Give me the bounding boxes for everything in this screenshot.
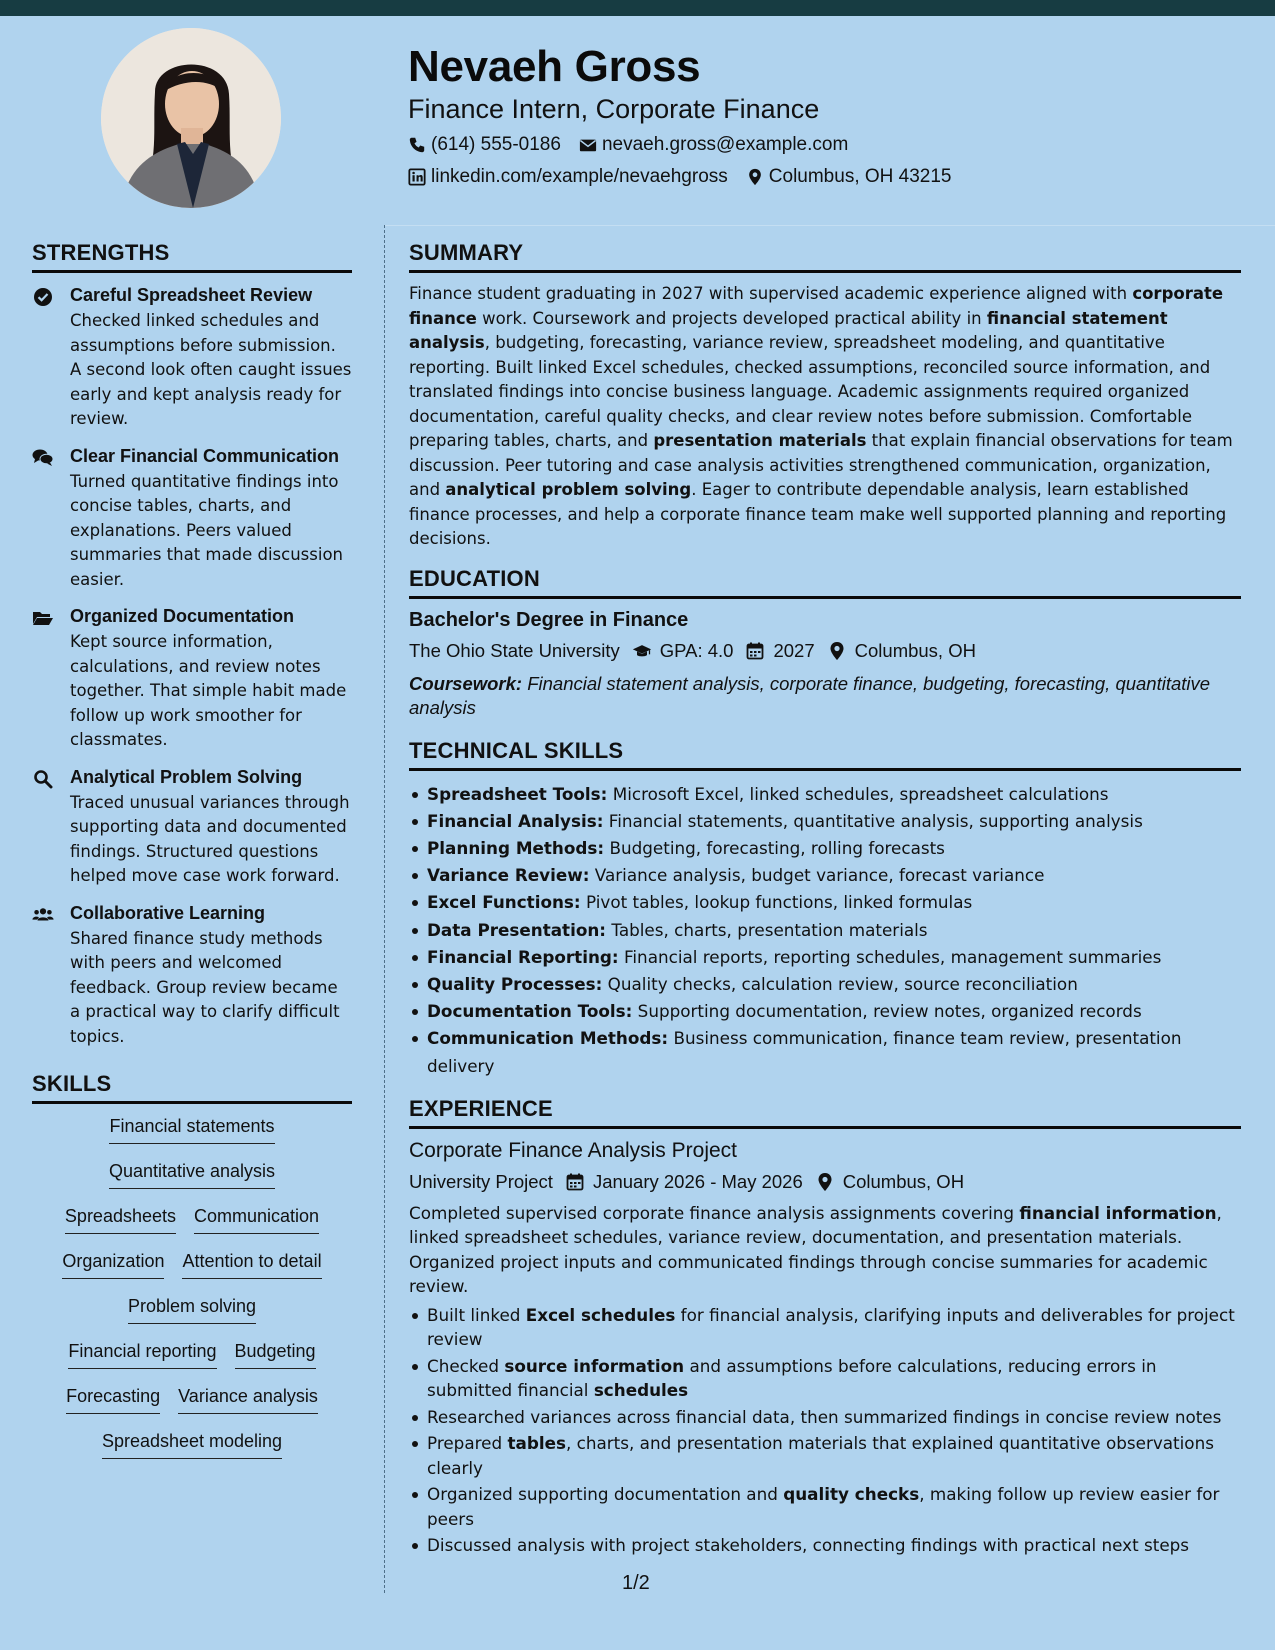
strength-title: Analytical Problem Solving xyxy=(70,766,303,787)
map-pin-icon xyxy=(815,1172,835,1192)
left-column xyxy=(32,240,352,1476)
list-item: Planning Methods: Budgeting, forecasting, rolling forecasts xyxy=(409,835,1241,862)
skills-title: SKILLS xyxy=(32,1071,352,1104)
phone-text: (614) 555-0186 xyxy=(431,134,561,155)
coursework xyxy=(409,672,1241,720)
education-location: Columbus, OH xyxy=(854,639,976,661)
comments-icon xyxy=(32,448,54,468)
graduation-cap-icon xyxy=(632,641,652,661)
list-item: Quality Processes: Quality checks, calculation review, source reconciliation xyxy=(409,971,1241,998)
strength-text: Traced unusual variances through supporting data and documented findings. Structured questions helped move case work forward. xyxy=(70,792,350,885)
technical-skills-title: TECHNICAL SKILLS xyxy=(409,738,1241,771)
strength-title: Clear Financial Communication xyxy=(70,445,340,466)
strength-item xyxy=(32,767,352,889)
summary-title: SUMMARY xyxy=(409,240,1241,273)
strength-item xyxy=(32,446,352,593)
strength-text: Shared finance study methods with peers and welcomed feedback. Group review became a practical way to clarify difficult topics. xyxy=(70,928,340,1046)
experience-location: Columbus, OH xyxy=(842,1170,965,1192)
contact-row-1 xyxy=(408,134,866,156)
job-description: Completed supervised corporate finance analysis assignments covering financial information, linked spreadsheet schedules, variance review, documentation, and presentation materials. Organized project inputs and communicated findings through concise summaries for academic review. xyxy=(409,1202,1222,1297)
skill-tag: Forecasting xyxy=(66,1386,160,1414)
coursework-label: Coursework: xyxy=(409,672,523,694)
column-divider xyxy=(384,225,385,1593)
list-item: Organized supporting documentation and quality checks, making follow up review easier for peers xyxy=(409,1482,1241,1531)
skill-tag: Spreadsheets xyxy=(65,1206,176,1234)
strength-item xyxy=(32,903,352,1050)
job-title: Corporate Finance Analysis Project xyxy=(409,1138,737,1162)
strength-title: Collaborative Learning xyxy=(70,902,266,923)
envelope-icon xyxy=(579,136,597,154)
organization: University Project xyxy=(409,1170,553,1192)
linkedin-icon xyxy=(408,168,426,186)
list-item: Financial Reporting: Financial reports, reporting schedules, management summaries xyxy=(409,944,1241,971)
list-item: Financial Analysis: Financial statements, quantitative analysis, supporting analysis xyxy=(409,808,1241,835)
skill-tag: Problem solving xyxy=(128,1296,256,1324)
email-text[interactable]: nevaeh.gross@example.com xyxy=(601,134,849,155)
page-number: 1/2 xyxy=(622,1572,650,1594)
skill-tag: Variance analysis xyxy=(178,1386,318,1414)
skill-tag: Financial reporting xyxy=(68,1341,216,1369)
folder-open-icon xyxy=(32,608,54,628)
gpa-text: GPA: 4.0 xyxy=(659,639,734,661)
education-meta xyxy=(409,640,1241,662)
calendar-icon xyxy=(745,641,765,661)
list-item: Built linked Excel schedules for financial analysis, clarifying inputs and deliverables for project review xyxy=(409,1303,1241,1352)
profile-photo xyxy=(101,28,281,208)
experience-meta xyxy=(409,1171,1241,1193)
degree-title: Bachelor's Degree in Finance xyxy=(409,608,689,631)
map-pin-icon xyxy=(827,641,847,661)
strengths-title: STRENGTHS xyxy=(32,240,352,273)
list-item: Spreadsheet Tools: Microsoft Excel, linked schedules, spreadsheet calculations xyxy=(409,781,1241,808)
summary-text: Finance student graduating in 2027 with supervised academic experience aligned with corporate finance work. Coursework and projects developed practical ability in financial statement analysis, budgeting, forecasting, variance review, spreadsheet modeling, and quantitative reporting. Built linked Excel schedules, checked assumptions, reconciled source information, and translated findings into concise business language. Academic assignments required organized documentation, careful quality checks, and clear review notes before submission. Comfortable preparing tables, charts, and presentation materials that explain financial observations for team discussion. Peer tutoring and case analysis activities strengthened communication, organization, and analytical problem solving. Eager to contribute dependable analysis, learn established finance processes, and help a corporate finance team make well supported planning and reporting decisions. xyxy=(409,284,1233,548)
skill-tags xyxy=(32,1116,352,1476)
check-circle-icon xyxy=(32,287,54,307)
experience-bullets xyxy=(409,1303,1241,1558)
skill-tag: Spreadsheet modeling xyxy=(102,1431,282,1459)
graduation-year: 2027 xyxy=(773,639,815,661)
strength-title: Careful Spreadsheet Review xyxy=(70,285,313,305)
list-item: Documentation Tools: Supporting documentation, review notes, organized records xyxy=(409,998,1241,1025)
candidate-role: Finance Intern, Corporate Finance xyxy=(408,94,820,124)
users-icon xyxy=(32,905,54,925)
contact-row-2 xyxy=(408,166,970,188)
right-column xyxy=(409,240,1241,1560)
strength-text: Kept source information, calculations, and review notes together. That simple habit made follow up work smoother for classmates. xyxy=(70,632,347,749)
phone-icon xyxy=(408,136,426,154)
education-section xyxy=(409,566,1241,720)
technical-skills-section xyxy=(409,738,1241,1080)
strength-item xyxy=(32,606,352,753)
strength-title: Organized Documentation xyxy=(70,606,295,626)
education-title: EDUCATION xyxy=(409,566,1241,599)
skill-tag: Attention to detail xyxy=(182,1251,321,1279)
list-item: Variance Review: Variance analysis, budget variance, forecast variance xyxy=(409,862,1241,889)
location-text: Columbus, OH 43215 xyxy=(768,166,952,187)
list-item: Researched variances across financial data, then summarized findings in concise review notes xyxy=(409,1405,1241,1430)
coursework-text: Financial statement analysis, corporate finance, budgeting, forecasting, quantitative analysis xyxy=(409,672,1211,718)
linkedin-item[interactable] xyxy=(408,166,728,188)
calendar-icon xyxy=(565,1172,585,1192)
skill-tag: Financial statements xyxy=(109,1116,274,1144)
list-item: Excel Functions: Pivot tables, lookup functions, linked formulas xyxy=(409,889,1241,916)
strength-text: Turned quantitative findings into concise tables, charts, and explanations. Peers valued summaries that made discussion easier. xyxy=(70,471,343,589)
school-name: The Ohio State University xyxy=(409,639,620,661)
skill-tag: Organization xyxy=(62,1251,164,1279)
list-item: Prepared tables, charts, and presentation materials that explained quantitative observations clearly xyxy=(409,1431,1241,1480)
list-item: Checked source information and assumptions before calculations, reducing errors in submitted financial schedules xyxy=(409,1354,1241,1403)
header-divider xyxy=(384,225,1275,226)
experience-section xyxy=(409,1096,1241,1558)
phone-item xyxy=(408,134,561,156)
location-item xyxy=(746,166,952,188)
candidate-name: Nevaeh Gross xyxy=(408,42,701,91)
list-item: Data Presentation: Tables, charts, presentation materials xyxy=(409,917,1241,944)
top-accent-bar xyxy=(0,0,1275,16)
skill-tag: Budgeting xyxy=(235,1341,316,1369)
skill-tag: Quantitative analysis xyxy=(109,1161,275,1189)
map-pin-icon xyxy=(746,168,764,186)
skill-tag: Communication xyxy=(194,1206,319,1234)
strength-text: Checked linked schedules and assumptions before submission. A second look often caught issues early and kept analysis ready for review. xyxy=(70,311,352,428)
list-item: Discussed analysis with project stakeholders, connecting findings with practical next steps xyxy=(409,1533,1241,1558)
strength-item xyxy=(32,285,352,432)
technical-skills-list xyxy=(409,781,1241,1080)
list-item: Communication Methods: Business communication, finance team review, presentation delivery xyxy=(409,1025,1241,1079)
linkedin-text[interactable]: linkedin.com/example/nevaehgross xyxy=(431,166,728,187)
email-item[interactable] xyxy=(579,134,848,156)
strengths-list xyxy=(32,285,352,1049)
search-icon xyxy=(32,769,54,789)
experience-title: EXPERIENCE xyxy=(409,1096,1241,1129)
experience-dates: January 2026 - May 2026 xyxy=(592,1170,803,1192)
